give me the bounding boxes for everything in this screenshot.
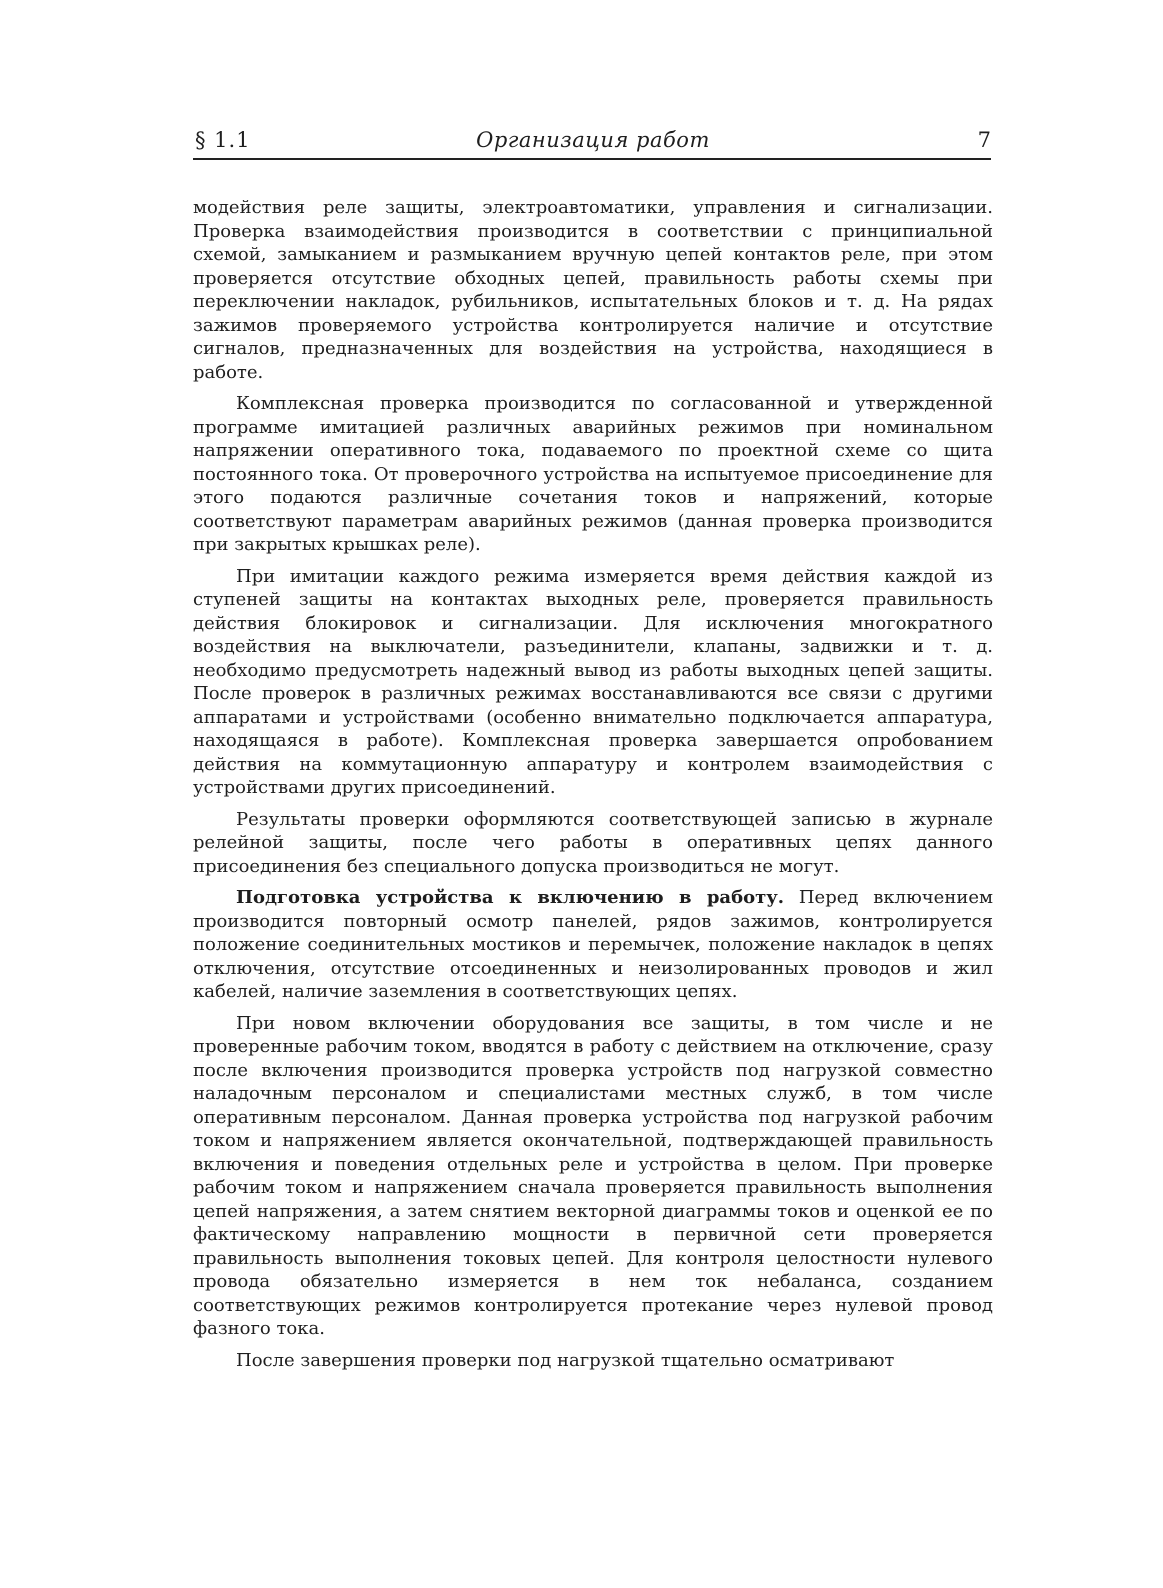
section-number: § 1.1 [195,128,251,152]
paragraph-6 [193,1012,993,1341]
paragraph-2 [193,392,993,557]
page-number: 7 [977,128,991,152]
run-in-heading: Подготовка устройства к включению в работу. [236,887,785,908]
paragraph-text: При новом включении оборудования все защиты, в том числе и не проверенные рабочим током, вводятся в работу с действием на отключение, сразу после включения производится проверка устройств под нагрузкой совместно наладочным персоналом и специалистами местных служб, в том числе оперативным персоналом. Данная проверка устройства под нагрузкой рабочим током и напряжением является окончательной, подтверждающей правильность включения и поведения отдельных реле и устройства в целом. При проверке рабочим током и напряжением сначала проверяется правильность выполнения цепей напряжения, а затем снятием векторной диаграммы токов и оценкой ее по фактическому направлению мощности в первичной сети проверяется правильность выполнения токовых цепей. Для контроля целостности нулевого провода обязательно измеряется в нем ток небаланса, созданием соответствующих режимов контролируется протекание через нулевой провод фазного тока. [193,1012,993,1339]
paragraph-text: Результаты проверки оформляются соответствующей записью в журнале релейной защиты, после чего работы в оперативных цепях данного присоединения без специального допуска производиться не могут. [193,808,993,877]
paragraph-text: Комплексная проверка производится по согласованной и утвержденной программе имитацией различных аварийных режимов при номинальном напряжении оперативного тока, подаваемого по проектной схеме со щита постоянного тока. От проверочного устройства на испытуемое присоединение для этого подаются различные сочетания токов и напряжений, которые соответствуют параметрам аварийных режимов (данная проверка производится при закрытых крышках реле). [193,393,993,555]
header-rule [193,158,991,160]
paragraph-5 [193,886,993,1004]
paragraph-7 [193,1349,993,1373]
running-title: Организация работ [476,128,710,152]
paragraph-text: Перед включением производится повторный осмотр панелей, рядов зажимов, контролируется положение соединительных мостиков и перемычек, положение накладок в цепях отключения, отсутствие отсоединенных и неизолированных проводов и жил кабелей, наличие заземления в соответствующих цепях. [193,887,993,1002]
paragraph-1 [193,196,993,384]
paragraph-text: модействия реле защиты, электроавтоматики, управления и сигнализации. Проверка взаимодействия производится в соответствии с принципиальной схемой, замыканием и размыканием вручную цепей контактов реле, при этом проверяется отсутствие обходных цепей, правильность работы схемы при переключении накладок, рубильников, испытательных блоков и т. д. На рядах зажимов проверяемого устройства контролируется наличие и отсутствие сигналов, предназначенных для воздействия на устройства, находящиеся в работе. [193,197,993,383]
paragraph-3 [193,565,993,800]
body-text [193,196,993,1380]
paragraph-text: После завершения проверки под нагрузкой тщательно осматривают [236,1349,895,1371]
paragraph-text: При имитации каждого режима измеряется время действия каждой из ступеней защиты на контактах выходных реле, проверяется правильность действия блокировок и сигнализации. Для исключения многократного воздействия на выключатели, разъединители, клапаны, задвижки и т. д. необходимо предусмотреть надежный вывод из работы выходных цепей защиты. После проверок в различных режимах восстанавливаются все связи с другими аппаратами и устройствами (особенно внимательно подключается аппаратура, находящаяся в работе). Комплексная проверка завершается опробованием действия на коммутационную аппаратуру и контролем взаимодействия с устройствами других присоединений. [193,565,993,798]
running-head [195,124,991,158]
paragraph-4 [193,808,993,879]
